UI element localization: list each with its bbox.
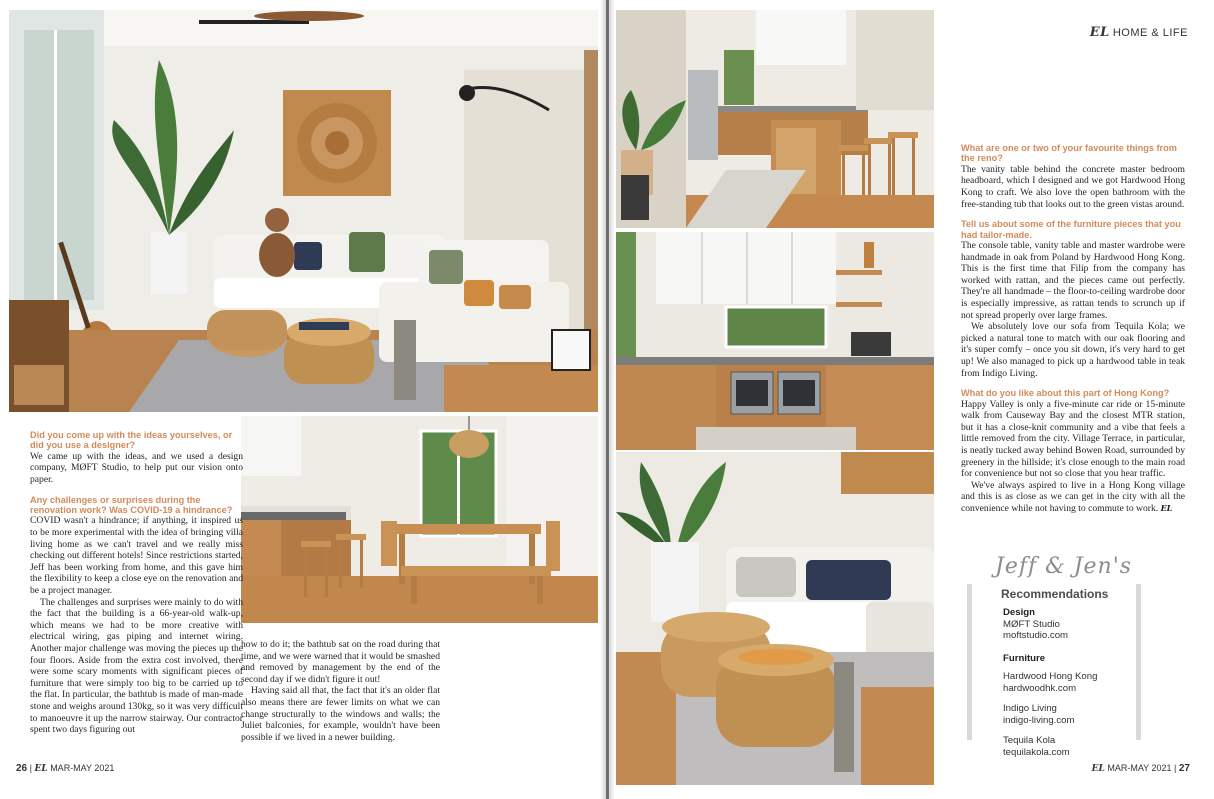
answer-paragraph: The console table, vanity table and master wardrobe were handmade in oak from Poland by Hardwood Hong Kong. This is the first time that Filip from the company has worked with rattan, and the pieces came out perfectly. They're all handmade – the floor-to-ceiling wardrobe door is especially impressive, as rattan tends to scrunch up if not spread properly over large frames. (961, 240, 1185, 321)
answer-paragraph: Happy Valley is only a five-minute car ride or 15-minute walk from Causeway Bay and the closest MTR station, but it has a close-knit community and a vibe that feels a little removed from the city. Village Terrace, in particular, is neatly tucked away behind Bowen Road, surrounded by greenery in the hillside; it's close enough to the main road for convenience but not so close that you hear traffic. (961, 398, 1185, 480)
issue-date: MAR-MAY 2021 (50, 763, 115, 773)
page-number: 26 (16, 763, 28, 774)
answer-paragraph: The vanity table behind the concrete master bedroom headboard, which I designed and we got Hardwood Hong Kong to craft. We also love the open bathroom with the free-standing tub that looks out to the green vistas around. (961, 163, 1185, 210)
rec-url: indigo-living.com (1003, 714, 1075, 726)
left-page (0, 0, 606, 799)
answer-paragraph: We absolutely love our sofa from Tequila Kola; we picked a natural tone to match with our oak flooring and it's super comfy – once you sit down, it's very hard to get up! We also managed to pick up a hardwood table in teak from Indigo Living. (961, 321, 1185, 379)
question-heading: Did you come up with the ideas yourselves, or did you use a designer? (30, 430, 233, 451)
kitchen-island-photo (616, 10, 934, 228)
rec-category: Design (1003, 607, 1035, 618)
question-heading: What are one or two of your favourite things from the reno? (961, 143, 1177, 164)
rec-name: Hardwood Hong Kong (1003, 671, 1098, 682)
rec-script-title: Jeff & Jen's (995, 554, 1133, 579)
rec-url: tequilakola.com (1003, 746, 1070, 758)
rec-category: Furniture (1003, 652, 1046, 664)
answer-paragraph: The challenges and surprises were mainly to do with the fact that the building is a 66-year-old walk-up, which means we had to be more creative with electrical wiring, gas piping and internet wiring. Another major challenge was moving the pieces up the four floors. Aside from the extra cost involved, there were some scary moments with significant pieces of furniture that were simply too big to be carried up to the flat. In particular, the bathtub is made of man-made stone and weighs around 130kg, so it was very difficult to manoeuvre it up the narrow stairway. Our contractor spent two days figuring out (30, 596, 243, 736)
answer-text: We've always aspired to live in a Hong Kong village and this is as close as we can get in the city with all the convenience while not having to commute to work. (961, 479, 1185, 514)
rec-name: MØFT Studio (1003, 618, 1060, 630)
answer-paragraph: Having said all that, the fact that it's an older flat also means there are fewer limits on what we can change structurally to the windows and walls; the Juliet balconies, for example, wouldn't have been possible if we lived in a newer building. (241, 685, 440, 743)
living-room-photo (9, 10, 598, 412)
section-title: HOME & LIFE (1112, 27, 1188, 39)
rec-list (1003, 605, 1097, 758)
question-heading: Any challenges or surprises during the renovation work? Was COVID-19 a hindrance? (30, 494, 233, 515)
magazine-logo: EL (34, 764, 48, 774)
rec-name: Indigo Living (1003, 703, 1057, 714)
folio-left: 26 | EL MAR-MAY 2021 (16, 763, 115, 774)
right-page (609, 0, 1214, 799)
left-column-2 (241, 639, 440, 743)
answer-paragraph: how to do it; the bathtub sat on the road during that time, and we were warned that it would be smashed and removed by management by the end of the second day if we didn't figure it out! (241, 639, 440, 685)
left-column-1 (30, 430, 243, 736)
kitchen-counter-photo (616, 232, 934, 450)
question-heading: Tell us about some of the furniture pieces that you had tailor-made. (961, 219, 1181, 240)
page-number: 27 (1178, 763, 1190, 774)
folio-right: EL MAR-MAY 2021 | 27 (1091, 763, 1190, 774)
dining-area-photo (241, 416, 598, 623)
magazine-logo: EL (1091, 764, 1105, 774)
rec-name: Tequila Kola (1003, 735, 1056, 746)
right-column (961, 143, 1185, 514)
rec-url: moftstudio.com (1003, 630, 1069, 641)
rec-title: Recommendations (1001, 587, 1109, 601)
answer-paragraph: COVID wasn't a hindrance; if anything, it inspired us to be more experimental with the idea of bringing villa living home as we can't travel and we really miss checking out different hotels! Since restrictions started, Jeff has been working from home, and this gave him the flexibility to keep a close eye on the renovation and be a project manager. (30, 515, 243, 596)
answer-paragraph: We came up with the ideas, and we used a design company, MØFT Studio, to help put our vision onto paper. (30, 450, 243, 485)
rec-url: hardwoodhk.com (1003, 682, 1077, 694)
answer-paragraph (961, 480, 1185, 515)
rec-box-left-bar (967, 584, 972, 740)
question-heading: What do you like about this part of Hong Kong? (961, 388, 1170, 399)
issue-date: MAR-MAY 2021 (1107, 763, 1172, 773)
rec-box-right-bar (1136, 584, 1141, 740)
recommendations-box (965, 554, 1183, 758)
end-mark: EL (1160, 502, 1173, 513)
sofa-detail-photo (616, 452, 934, 785)
section-header (1090, 25, 1188, 40)
magazine-logo: EL (1089, 25, 1110, 40)
